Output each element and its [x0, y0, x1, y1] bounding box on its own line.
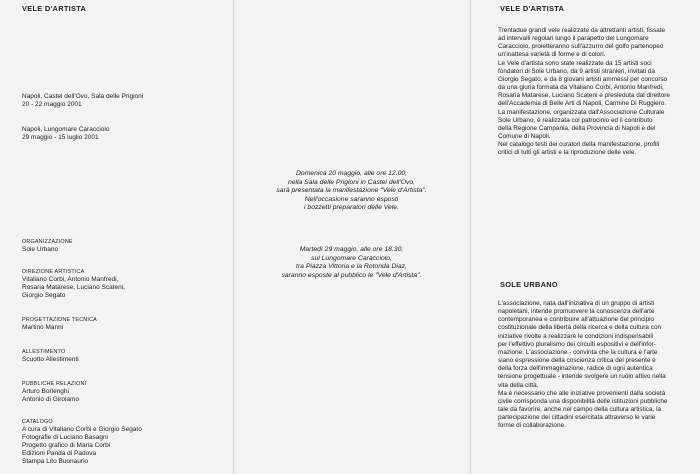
credit-heading: CATALOGO: [22, 419, 53, 425]
body-line: Caracciolo, proietteranno sull'azzurro del golfo partenopeo: [498, 43, 664, 51]
credit-line: Vitaliano Corbi, Antonio Manfredi,: [22, 276, 119, 284]
body-line: vita della città.: [498, 381, 539, 389]
presentation-announcement: [243, 170, 460, 213]
body-line: Rosaria Matarese, Luciano Scateni e presieduta dal direttore: [498, 92, 670, 100]
credit-heading: ORGANIZZAZIONE: [22, 239, 73, 245]
body-line: critici di tutti gli artisti e la riproduzione delle vele.: [498, 149, 637, 157]
vele-description: [498, 27, 694, 158]
announcement-line: sul Lungomare Caracciolo,: [311, 254, 392, 262]
body-line: tale da favorire, anche nel campo della cultura artistica, la: [498, 406, 662, 414]
venue-dates: 20 - 22 maggio 2001: [22, 101, 82, 109]
body-line: partecipazione dei cittadini esercitata attraverso le varie: [498, 414, 656, 422]
body-line: forme di collaborazione.: [498, 422, 566, 430]
section-title-sole-urbano: SOLE URBANO: [500, 280, 558, 289]
announcement-line: Domenica 20 maggio, alle ore 12.00,: [295, 170, 408, 177]
credit-line: Edizioni Panda di Padova: [22, 450, 97, 458]
body-line: siano espressione della coscienza critica del presente e: [498, 357, 656, 365]
body-line: Comune di Napoli.: [498, 133, 551, 141]
venue-line: Napoli, Lungomare Caracciolo: [22, 126, 110, 133]
announcement-line: nella Sala delle Prigioni in Castel dell'Ovo,: [287, 178, 416, 186]
credit-catalogo: [22, 418, 142, 467]
body-line: Trentadue grandi vele realizzate da altrettanti artisti, fissate: [498, 27, 666, 34]
body-line: costituzionale della libertà della ricerca e della cultura con: [498, 324, 662, 332]
body-line: Giorgio Segato, e da 8 giovani artisti ammessi per concorso: [498, 75, 668, 83]
announcement-line: Martedì 29 maggio, alle ore 18.30,: [299, 246, 404, 253]
body-line: mazione. L'associazione - convinta che la cultura e l'arte: [498, 348, 658, 356]
body-line: dell'Accademia di Belle Arti di Napoli, Carmine Di Ruggiero.: [498, 100, 667, 108]
credit-line: Stampa Lito Buonaurio: [22, 458, 89, 466]
body-line: napoletani, intende promuovere la conoscenza dell'arte: [498, 308, 655, 316]
announcement-line: tra Piazza Vittoria e la Rotonda Diaz,: [296, 263, 407, 271]
brochure-title: VELE D'ARTISTA: [22, 4, 87, 13]
body-line: ad intervalli regolari lungo il parapetto del Lungomare: [498, 35, 649, 43]
venue-line: Napoli, Castel dell'Ovo, Sala delle Prigioni: [22, 93, 144, 100]
right-panel: [470, 0, 700, 474]
venue-dates: 29 maggio - 15 luglio 2001: [22, 134, 99, 142]
body-line: per l'effettivo pluralismo dei circuiti espositivi e dell'infor-: [498, 340, 656, 348]
credit-heading: PUBBLICHE RELAZIONI: [22, 381, 87, 387]
body-line: L'associazione, nata dall'iniziativa di un gruppo di artisti: [498, 300, 655, 307]
announcement-line: i bozzetti preparatori delle Vele.: [304, 204, 399, 212]
body-line: Nel catalogo testi dei curatori della manifestazione, profili: [498, 141, 660, 149]
credit-pubbliche-relazioni: [22, 380, 86, 404]
body-line: fondatori di Sole Urbano, da 9 artisti stranieri, invitati da: [498, 67, 656, 75]
credit-organizzazione: [22, 238, 73, 254]
left-panel: [0, 0, 233, 474]
body-line: contemporanea e contribuire all'attuazione del principio: [498, 316, 655, 324]
credit-line: Fotografie di Luciano Basagni: [22, 434, 109, 442]
credit-line: A cura di Vitaliano Corbi e Giorgio Segato: [22, 426, 142, 434]
credit-line: Scuotto Allestimenti: [22, 356, 79, 364]
credit-heading: ALLESTIMENTO: [22, 349, 66, 355]
credit-line: Antonio di Girolamo: [22, 396, 80, 404]
body-line: Sole Urbano, è realizzata col patrocinio ed il contributo: [498, 116, 653, 124]
credit-line: Sole Urbano: [22, 246, 59, 254]
body-line: iniziative rivolte a realizzare le condizioni indispensabili: [498, 332, 654, 340]
credit-line: Progetto grafico di Maria Corbi: [22, 442, 111, 450]
body-line: Le Vele d'artista sono state realizzate da 15 artisti soci: [498, 59, 652, 67]
sole-urbano-description: [498, 300, 694, 431]
body-line: della Regione Campania, della Provincia di Napoli e del: [498, 124, 656, 132]
body-line: civile corrisponda una disponibilità delle istituzioni pubbliche: [498, 397, 668, 405]
body-line: La manifestazione, organizzata dall'Associazione Culturale: [498, 108, 665, 116]
credit-line: Arturo Borlenghi: [22, 388, 69, 396]
exhibition-announcement: [243, 246, 460, 280]
middle-panel: [233, 0, 470, 474]
credit-heading: DIREZIONE ARTISTICA: [22, 269, 85, 275]
credit-line: Rosaria Matarese, Luciano Scateni,: [22, 284, 125, 292]
body-line: Ma è necessario che alle iniziative provenienti dalla società: [498, 389, 666, 397]
body-line: tensione progettuale - intende svolgere un ruolo attivo nella: [498, 373, 666, 381]
venue-castel-dell-ovo: [22, 93, 143, 109]
announcement-line: saranno esposte al pubblico le "Vele d'Artista".: [281, 271, 422, 279]
credit-progettazione-tecnica: [22, 316, 97, 332]
body-line: della forza dell'immaginazione, radice di ogni autentica: [498, 365, 653, 373]
credit-heading: PROGETTAZIONE TECNICA: [22, 317, 97, 323]
credit-line: Martino Manni: [22, 324, 64, 332]
announcement-line: sarà presentata la manifestazione "Vele d'Artista".: [276, 187, 427, 195]
credit-direzione-artistica: [22, 268, 125, 300]
credit-allestimento: [22, 348, 79, 364]
section-title-vele: VELE D'ARTISTA: [500, 4, 565, 13]
announcement-line: Nell'occasione saranno esposti: [304, 195, 399, 203]
credit-line: Giorgio Segato: [22, 292, 66, 300]
body-line: un'inattesa varietà di forme e di colori.: [498, 51, 606, 59]
venue-lungomare: [22, 126, 109, 142]
body-line: da una giuria formata da Vitaliano Corbi, Antonio Manfredi,: [498, 84, 664, 92]
